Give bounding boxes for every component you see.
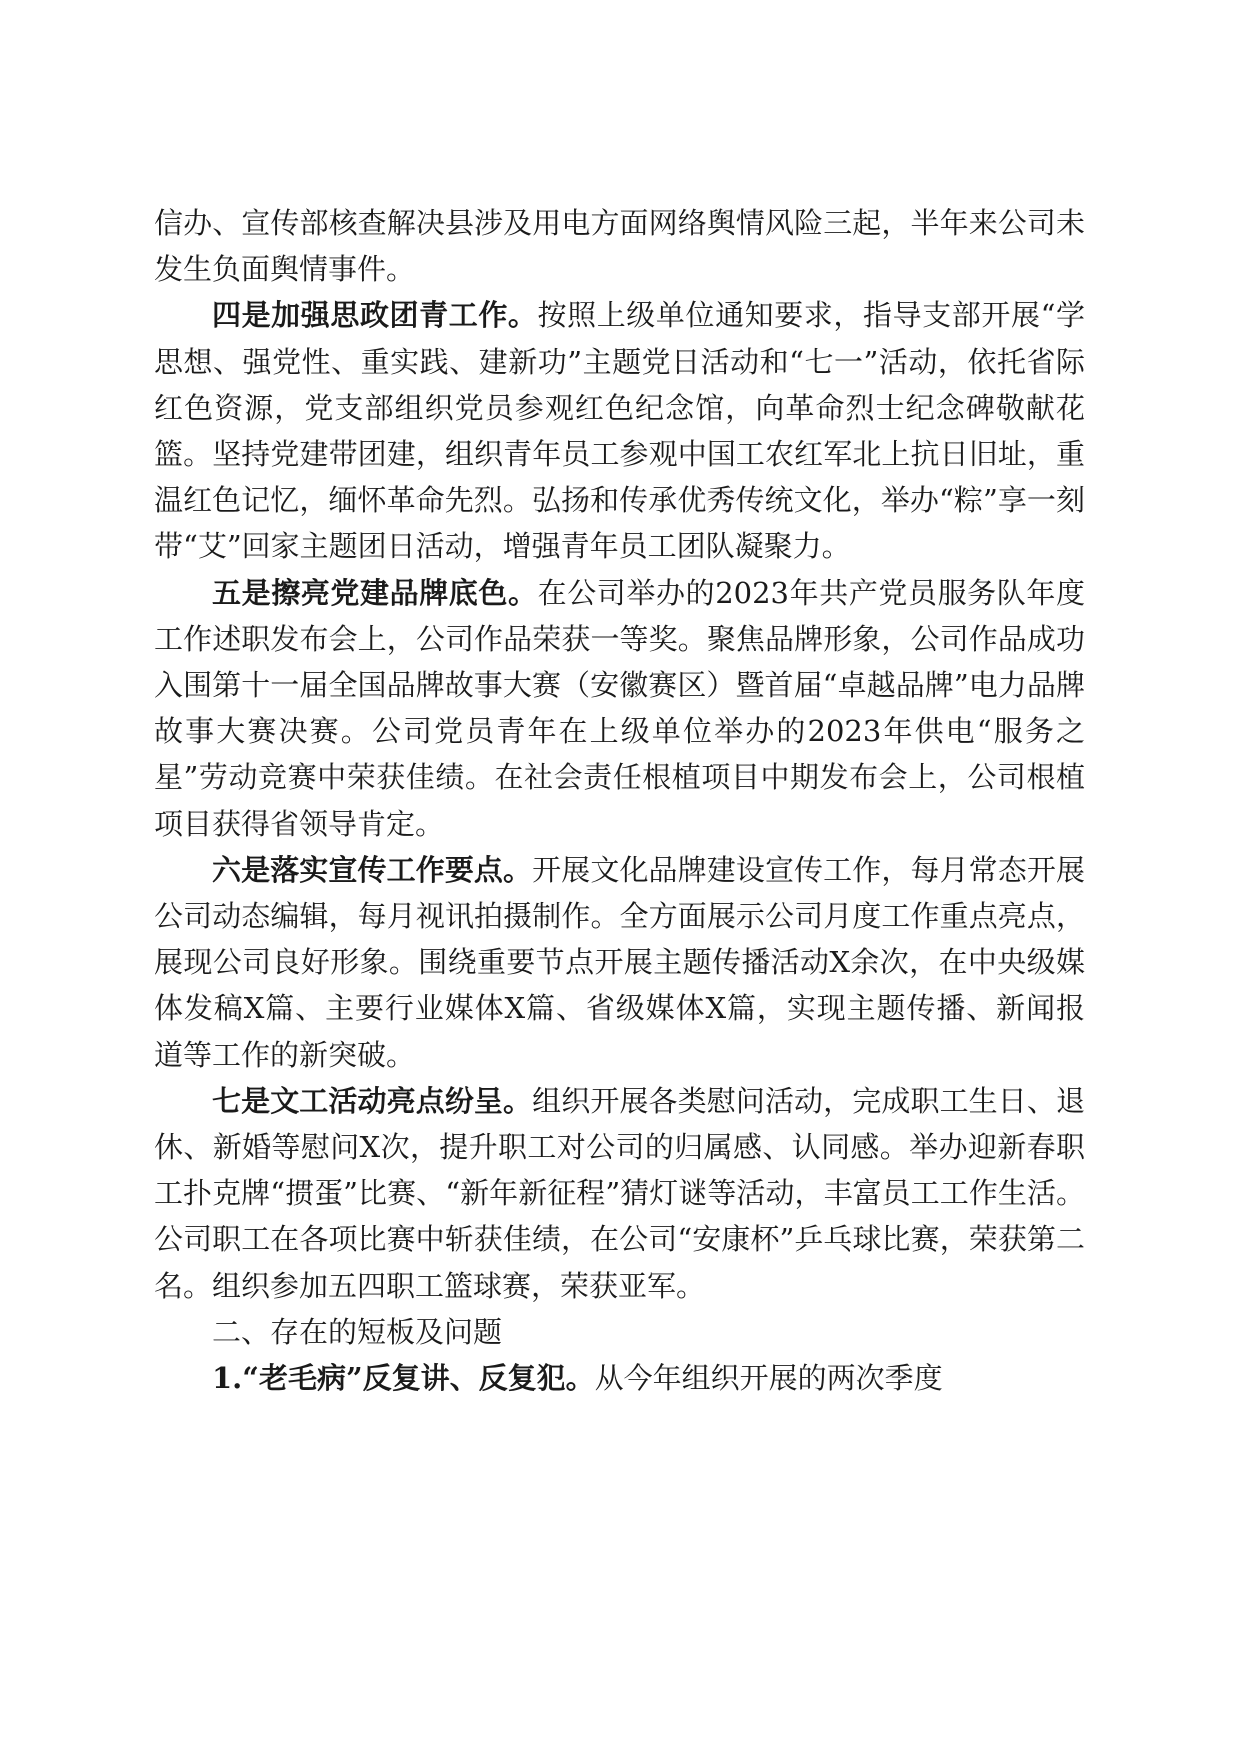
paragraph-lead: 五是擦亮党建品牌底色。: [212, 575, 538, 610]
paragraph-old-problems: [154, 1355, 1085, 1401]
paragraph-body: 从今年组织开展的两次季度: [594, 1361, 943, 1396]
paragraph-body: 信办、宣传部核查解决县涉及用电方面网络舆情风险三起，半年来公司未发生负面舆情事件。: [154, 206, 1085, 287]
paragraph-body: 在公司举办的2023年共产党员服务队年度工作述职发布会上，公司作品荣获一等奖。聚焦品牌形象，公司作品成功入围第十一届全国品牌故事大赛（安徽赛区）暨首届“卓越品牌”电力品牌故事大赛决赛。公司党员青年在上级单位举办的2023年供电“服务之星”劳动竞赛中荣获佳绩。在社会责任根植项目中期发布会上，公司根植项目获得省领导肯定。: [154, 575, 1085, 841]
paragraph-political-youth-work: [154, 292, 1085, 569]
paragraph-party-brand: [154, 570, 1085, 847]
paragraph-lead: 1.“老毛病”反复讲、反复犯。: [212, 1361, 595, 1396]
paragraph-publicity-work: [154, 847, 1085, 1078]
document-body: [154, 200, 1085, 1401]
paragraph-lead: 六是落实宣传工作要点。: [212, 852, 533, 887]
paragraph-body: 按照上级单位通知要求，指导支部开展“学思想、强党性、重实践、建新功”主题党日活动和“七一”活动，依托省际红色资源，党支部组织党员参观红色纪念馆，向革命烈士纪念碑敬献花篮。坚持党建带团建，组织青年员工参观中国工农红军北上抗日旧址，重温红色记忆，缅怀革命先烈。弘扬和传承优秀传统文化，举办“粽”享一刻 带“艾”回家主题团日活动，增强青年员工团队凝聚力。: [154, 298, 1085, 564]
paragraph-body: 开展文化品牌建设宣传工作，每月常态开展公司动态编辑，每月视讯拍摄制作。全方面展示公司月度工作重点亮点，展现公司良好形象。围绕重要节点开展主题传播活动X余次，在中央级媒体发稿X篇、主要行业媒体X篇、省级媒体X篇，实现主题传播、新闻报道等工作的新突破。: [154, 852, 1085, 1072]
paragraph-lead: 七是文工活动亮点纷呈。: [212, 1083, 533, 1118]
paragraph-cultural-activities: [154, 1078, 1085, 1309]
paragraph-continuation: [154, 200, 1085, 292]
paragraph-body: 组织开展各类慰问活动，完成职工生日、退休、新婚等慰问X次，提升职工对公司的归属感、认同感。举办迎新春职工扑克牌“掼蛋”比赛、“新年新征程”猜灯谜等活动，丰富员工工作生活。公司职工在各项比赛中斩获佳绩，在公司“安康杯”乒乓球比赛，荣获第二名。组织参加五四职工篮球赛，荣获亚军。: [154, 1083, 1085, 1303]
paragraph-lead: 四是加强思政团青工作。: [212, 298, 538, 333]
section-heading: 二、存在的短板及问题: [212, 1314, 503, 1349]
